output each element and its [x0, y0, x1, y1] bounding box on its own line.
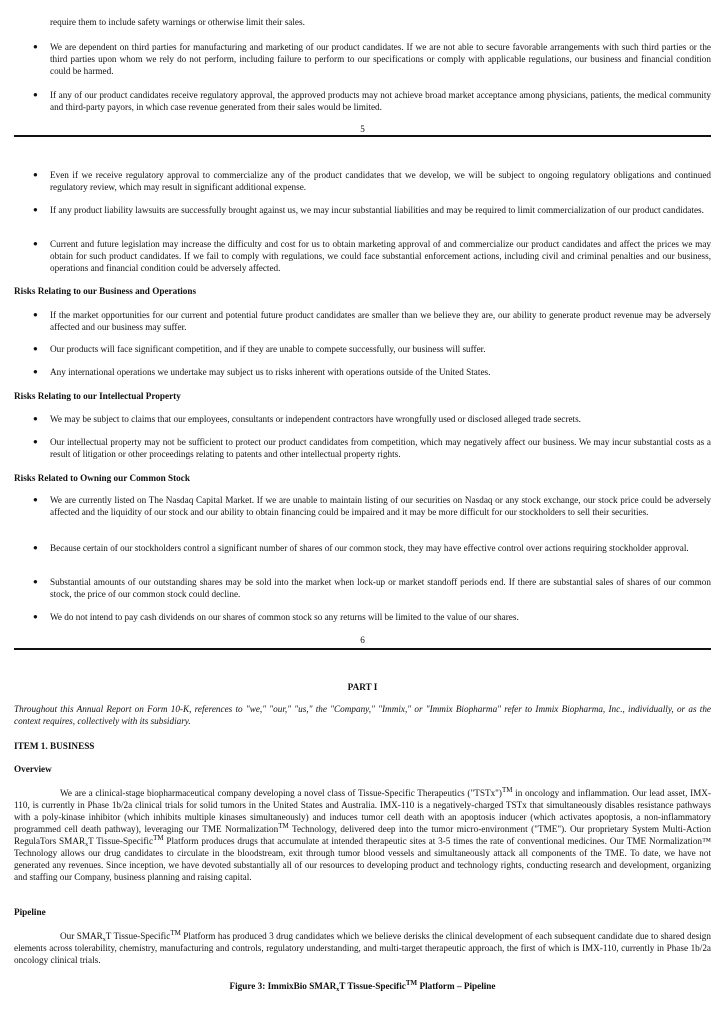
pipeline-paragraph: Our $SMAR_xT$ Tissue-Specific™ Platform has produced 3 drug candidates which we believe derisks the clinical development of each subsequent candidate due to shared design elements across tolerability, chemistry, manufacturing and controls, regulatory understanding, and multi-target therapeutic approach, the first of which is IMX-110, currently in Phase 1b/2a oncology clinical trials.	[14, 929, 711, 965]
section-heading-stock: Risks Related to Owning our Common Stock	[14, 473, 190, 483]
bullet-icon: ●	[33, 170, 38, 179]
figure-caption: Figure 3: ImmixBio $SMAR_xT$ Tissue-Specific™ Platform – Pipeline	[229, 979, 496, 993]
list-item: ● We are dependent on third parties for manufacturing and marketing of our product candidates. If we are not able to secure favorable arrangements with such third parties or the third parties upon whom we rely do not perform, including failure to perform to our specifications or comply with applicable regulations, our business and financial condition could be harmed.	[33, 42, 711, 76]
bullet-icon: ●	[33, 90, 38, 99]
section-heading-ip: Risks Relating to our Intellectual Property	[14, 391, 181, 401]
stock-bullets-2	[14, 542, 711, 554]
list-item: ● Our intellectual property may not be sufficient to protect our product candidates from competition, which may negatively affect our business. We may incur substantial costs as a result of litigation or other proceedings relating to patents and other intellectual property rights.	[33, 437, 711, 459]
page6-bullets-a-3	[14, 238, 711, 274]
part-title: PART I	[347, 682, 378, 692]
page5-footer	[14, 123, 711, 135]
page-number: 6	[360, 635, 365, 645]
bullet-icon: ●	[33, 344, 38, 353]
page6-footer	[14, 634, 711, 646]
bullet-icon: ●	[33, 414, 38, 423]
stock-bullets-4	[14, 611, 711, 623]
bullet-icon: ●	[33, 495, 38, 504]
pipeline-heading: Pipeline	[14, 907, 46, 917]
list-item: ● Our products will face significant competition, and if they are unable to compete successfully, our business will suffer.	[33, 344, 486, 354]
list-item: ● Current and future legislation may increase the difficulty and cost for us to obtain marketing approval of and commercialize our product candidates and affect the prices we may obtain for such product candidates. If we fail to comply with regulations, we could face substantial enforcement actions, including civil and criminal penalties and our business, operations and financial condition could be adversely affected.	[33, 239, 711, 273]
bullet-icon: ●	[33, 310, 38, 319]
overview-paragraph: We are a clinical-stage biopharmaceutical company developing a novel class of Tissue-Specific Therapeutics ("TSTx")™ in oncology and inflammation. Our lead asset, IMX-110, is currently in Phase 1b/2a clinical trials for solid tumors in the United States and Australia. IMX-110 is a negatively-charged TSTx that simultaneously disables resistance pathways with a poly-kinase inhibitor (which inhibits multiple kinases simultaneously) and induces tumor cell death with an apoptosis inducer (which activates apoptosis, a non-inflammatory programmed cell death pathway), leveraging our TME Normalization™ Technology, delivered deep into the tumor micro-environment ("TME"). Our proprietary System Multi-Action RegulaTors $SMAR_xT$ Tissue-Specific™ Platform produces drugs that accumulate at intended therapeutic sites at 3-5 times the rate of conventional medicines. Our TME Normalization™ Technology allows our drug candidates to circulate in the bloodstream, exit through tumor blood vessels and simultaneously attack all components of the TME. To date, we have not generated any revenues. Since inception, we have devoted substantially all of our resources to developing product and technology rights, conducting research and development, organizing and staffing our Company, business planning and raising capital.	[14, 786, 712, 882]
list-item: ● Any international operations we undertake may subject us to risks inherent with operations outside of the United States.	[33, 367, 491, 377]
section-heading-business-ops: Risks Relating to our Business and Operations	[14, 286, 197, 296]
stock-bullets-3	[14, 576, 711, 600]
list-item: ● Because certain of our stockholders control a significant number of shares of our common stock, they may have effective control over actions requiring stockholder approval.	[33, 543, 689, 553]
bullet-icon: ●	[33, 42, 38, 51]
page5-tail	[14, 16, 711, 28]
intro-paragraph: Throughout this Annual Report on Form 10-K, references to "we," "our," "us," the "Company," "Immix," or "Immix Biopharma" refer to Immix Biopharma, Inc., individually, or as the context requires, collectively with its subsidiary.	[14, 704, 711, 726]
business-ops-bullets	[14, 309, 711, 333]
list-item: ● If the market opportunities for our current and potential future product candidates are smaller than we believe they are, our ability to generate product revenue may be adversely affected and our business may suffer.	[33, 310, 711, 332]
bullet-icon: ●	[33, 239, 38, 248]
ip-bullets	[14, 413, 711, 425]
ip-bullets-2	[14, 436, 711, 460]
overview-heading: Overview	[14, 764, 52, 774]
page6-bullets-a-2	[14, 204, 711, 216]
bullet-icon: ●	[33, 205, 38, 214]
bullet-icon: ●	[33, 437, 38, 446]
list-item: ● If any product liability lawsuits are successfully brought against us, we may incur substantial liabilities and may be required to limit commercialization of our product candidates.	[33, 205, 704, 215]
bullet-icon: ●	[33, 577, 38, 586]
page5-bullets	[14, 41, 711, 77]
list-item: ● We do not intend to pay cash dividends on our shares of common stock so any returns will be limited to the value of our shares.	[33, 612, 519, 622]
business-ops-bullets-3	[14, 366, 711, 378]
business-ops-bullets-2	[14, 343, 711, 355]
stock-bullets	[14, 494, 711, 518]
list-item: ● Substantial amounts of our outstanding shares may be sold into the market when lock-up or market standoff periods end. If there are substantial sales of shares of our common stock, the price of our common stock could decline.	[33, 577, 711, 599]
item-heading: ITEM 1. BUSINESS	[14, 741, 95, 751]
page-divider	[14, 648, 711, 650]
top-fragment: require them to include safety warnings or otherwise limit their sales.	[50, 17, 305, 27]
list-item: ● We may be subject to claims that our employees, consultants or independent contractors have wrongfully used or disclosed alleged trade secrets.	[33, 414, 581, 424]
bullet-icon: ●	[33, 367, 38, 376]
bullet-icon: ●	[33, 543, 38, 552]
list-item: ● We are currently listed on The Nasdaq Capital Market. If we are unable to maintain listing of our securities on Nasdaq or any stock exchange, our stock price could be adversely affected and the liquidity of our stock and our ability to obtain financing could be impaired and it may be more difficult for our stockholders to sell their securities.	[33, 495, 711, 517]
page6-bullets-a	[14, 169, 711, 193]
page-divider	[14, 135, 711, 137]
list-item: ● If any of our product candidates receive regulatory approval, the approved products may not achieve broad market acceptance among physicians, patients, the medical community and third-party payors, in which case revenue generated from their sales would be limited.	[33, 90, 711, 112]
page5-bullets-2	[14, 89, 711, 113]
bullet-icon: ●	[33, 612, 38, 621]
list-item: ● Even if we receive regulatory approval to commercialize any of the product candidates that we develop, we will be subject to ongoing regulatory obligations and continued regulatory review, which may result in significant additional expense.	[33, 170, 711, 192]
page-number: 5	[360, 124, 365, 134]
